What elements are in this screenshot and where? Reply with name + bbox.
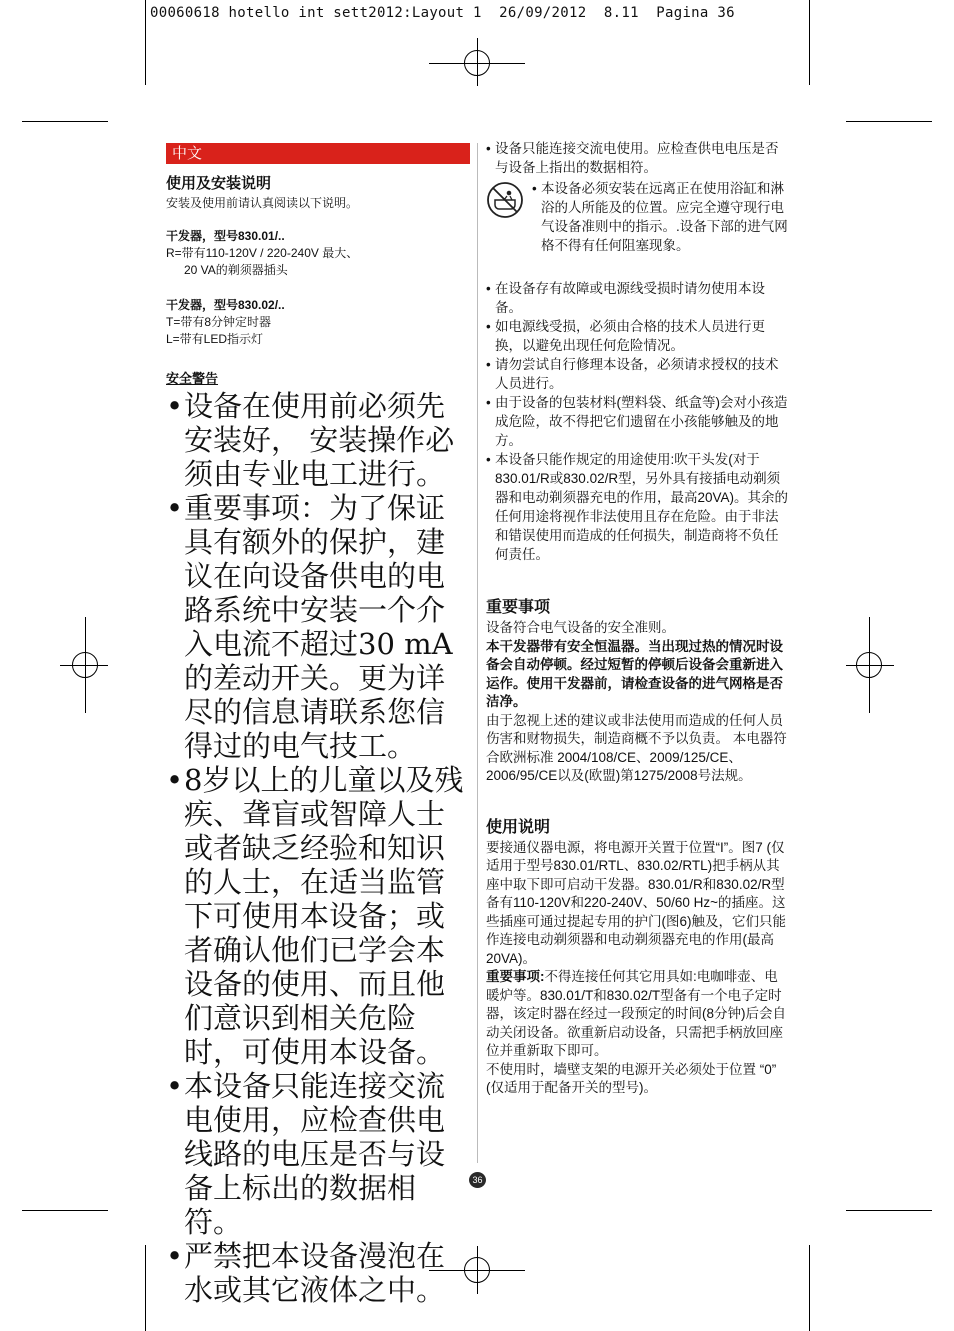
important-text: 设备符合电气设备的安全准则。 [486, 620, 675, 635]
safety-item: • 重要事项：为了保证具有额外的保护，建议在向设备供电的电路系统中安装一个介入电流不超过30 mA的差动开关。更为详尽的信息请联系您信得过的电气技工。 [166, 491, 466, 763]
model1-line1: R=带有110-120V / 220-240V 最大、 [166, 246, 359, 260]
no-bath-icon [486, 181, 524, 219]
usage-text-3: 不使用时，墙壁支架的电源开关必须处于位置 “0” (仅适用于配备开关的型号)。 [486, 1061, 777, 1095]
safety-title: 安全警告 [166, 371, 219, 386]
column-divider [477, 143, 478, 1163]
crop-mark [809, 1245, 810, 1331]
safety-list [166, 389, 466, 1307]
model2-title: 干发器，型号830.02/.. [166, 298, 285, 312]
crop-mark [145, 1245, 146, 1331]
crop-mark [22, 1210, 108, 1211]
bath-warning [486, 179, 790, 273]
usage-text-2-body: 不得连接任何其它用具如:电咖啡壶、电暖炉等。830.01/T和830.02/T型备有一个电子定时器，该定时器在经过一段预定的时间(8分钟)后会自动关闭设备。欲重新启动设备，只需把手柄放回座位并重新取下即可。 [486, 969, 786, 1058]
crop-mark [846, 1210, 932, 1211]
left-column [166, 143, 470, 1307]
model2-line1: T=带有8分钟定时器 [166, 315, 272, 329]
crop-mark [809, 0, 810, 85]
warning-item: • 由于设备的包装材料(塑料袋、纸盒等)会对小孩造成危险，故不得把它们遗留在小孩能够触及的地方。 [486, 393, 790, 450]
usage-text: 要接通仪器电源，将电源开关置于位置“I”。图7 (仅适用于型号830.01/RTL、830.02/RTL)把手柄从其座中取下即可启动干发器。830.01/R和830.02/R型备有110-120V和220-240V、50/60 Hz~的插座。这些插座可通过提起专用的护门(图6)触及，它们只能作连接电动剃须器和电动剃须器充电的作用(最高20VA)。 [486, 839, 786, 966]
intro-text: 安装及使用前请认真阅读以下说明。 [166, 196, 359, 210]
language-bar: 中文 [166, 143, 470, 164]
model1-title: 干发器，型号830.01/.. [166, 229, 285, 243]
section-heading: 使用及安装说明 [166, 175, 272, 192]
page-number: 36 [469, 1172, 486, 1188]
important-title: 重要事项 [486, 599, 551, 616]
safety-item: • 8岁以上的儿童以及残疾、聋盲或智障人士或者缺乏经验和知识的人士，在适当监管下可使用本设备；或者确认他们已学会本设备的使用、而且他们意识到相关危险时，可使用本设备。 [166, 763, 466, 1069]
usage-text-2 [486, 968, 790, 1061]
safety-item: • 本设备只能连接交流电使用，应检查供电线路的电压是否与设备上标出的数据相符。 [166, 1069, 466, 1239]
usage-title: 使用说明 [486, 818, 551, 836]
warning-item: • 如电源线受损，必须由合格的技术人员进行更换，以避免出现任何危险情况。 [486, 317, 790, 355]
important-text-2: 由于忽视上述的建议或非法使用而造成的任何人员伤害和财物损失，制造商概不予以负责。 本电器符合欧洲标准 2004/108/CE、2009/125/CE、2006/95/CE以及(欧盟)第1275/2008号法规。 [486, 712, 787, 783]
warning-item: • 在设备存有故障或电源线受损时请勿使用本设备。 [486, 279, 790, 317]
bath-warning-text: • 本设备必须安装在远离正在使用浴缸和淋浴的人所能及的位置。应完全遵守现行电气设备准则中的指示。.设备下部的进气网格不得有任何阻塞现象。 [532, 179, 790, 255]
crop-mark [846, 121, 932, 122]
safety-item: • 设备在使用前必须先安装好， 安装操作必须由专业电工进行。 [166, 389, 466, 491]
print-slug: 00060618 hotello int sett2012:Layout 1 26/09/2012 8.11 Pagina 36 [150, 5, 735, 21]
warning-item: • 请勿尝试自行修理本设备，必须请求授权的技术人员进行。 [486, 355, 790, 393]
right-column [486, 139, 790, 1098]
usage-bold-label: 重要事项: [486, 969, 545, 984]
crop-mark [145, 0, 146, 85]
safety-item: • 严禁把本设备漫泡在水或其它液体之中。 [166, 1239, 466, 1307]
warning-item: • 设备只能连接交流电使用。应检查供电电压是否与设备上指出的数据相符。 [486, 139, 790, 177]
important-bold-text: 本干发器带有安全恒温器。当出现过热的情况时设备会自动停顿。经过短暂的停顿后设备会重新进入运作。使用干发器前，请检查设备的进气网格是否洁净。 [486, 638, 783, 709]
crop-mark [22, 121, 108, 122]
model2-line2: L=带有LED指示灯 [166, 332, 264, 346]
warning-list-top [486, 139, 790, 177]
warning-list [486, 279, 790, 564]
warning-item: • 本设备只能作规定的用途使用:吹干头发(对于830.01/R或830.02/R型，另外具有接插电动剃须器和电动剃须器充电的作用，最高20VA)。其余的任何用途将视作非法使用且存在危险。由于非法和错误使用而造成的任何损失，制造商将不负任何责任。 [486, 450, 790, 564]
model1-line2: 20 VA的剃须器插头 [184, 263, 288, 277]
